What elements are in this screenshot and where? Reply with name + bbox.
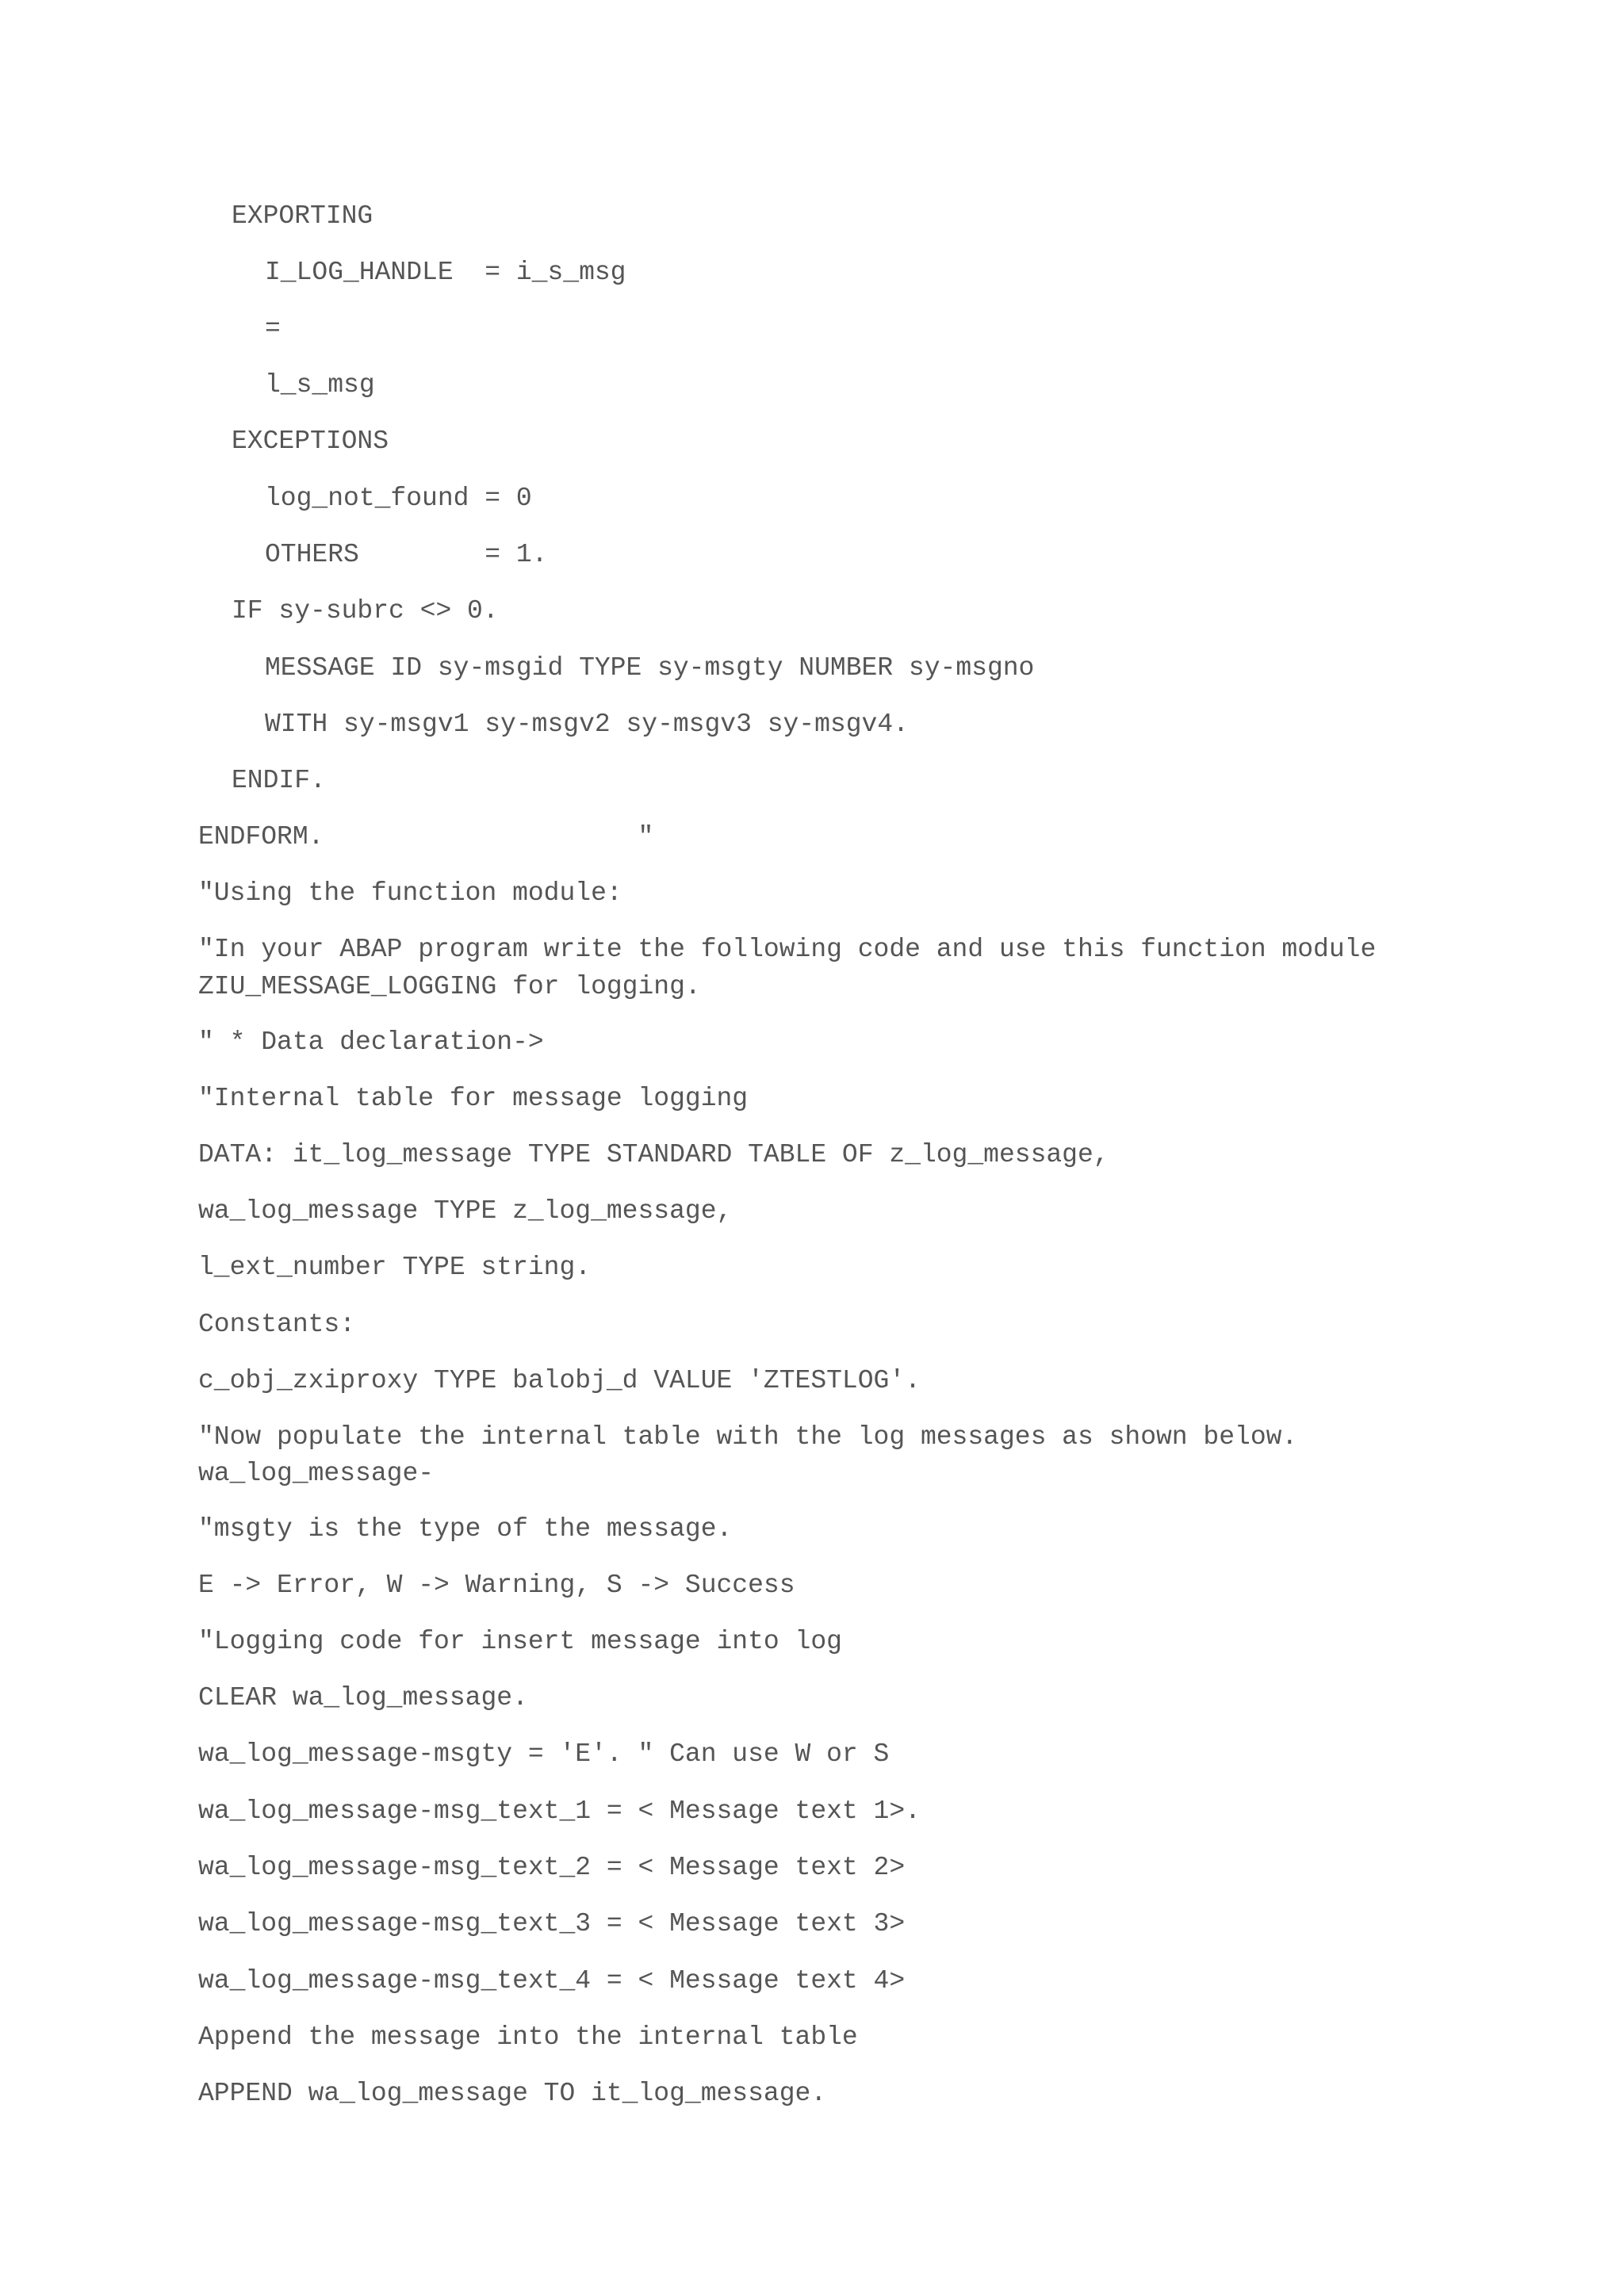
code-line-wa-log-dash: wa_log_message- [198, 1459, 435, 1488]
code-line-equals: = [265, 314, 281, 343]
code-line-log-handle: I_LOG_HANDLE = i_s_msg [265, 258, 626, 287]
code-line-data-it-log: DATA: it_log_message TYPE STANDARD TABLE OF z_log_message, [198, 1140, 1109, 1169]
code-line-l-s-msg: l_s_msg [265, 370, 375, 400]
code-line-in-your-program: "In your ABAP program write the following code and use this function module [198, 935, 1377, 964]
code-line-data-declaration: " * Data declaration-> [198, 1027, 544, 1057]
code-line-ziu-message: ZIU_MESSAGE_LOGGING for logging. [198, 972, 701, 1001]
code-line-append: APPEND wa_log_message TO it_log_message. [198, 2079, 827, 2108]
code-line-message-id: MESSAGE ID sy-msgid TYPE sy-msgty NUMBER sy-msgno [265, 653, 1035, 683]
code-line-constants: Constants: [198, 1310, 356, 1339]
code-line-msg-text-4: wa_log_message-msg_text_4 = < Message text 4> [198, 1966, 906, 1996]
code-line-exceptions: EXCEPTIONS [232, 427, 389, 456]
code-line-now-populate: "Now populate the internal table with the log messages as shown below. [198, 1422, 1298, 1452]
code-line-error-warning: E -> Error, W -> Warning, S -> Success [198, 1571, 795, 1600]
code-line-msg-text-3: wa_log_message-msg_text_3 = < Message text 3> [198, 1909, 906, 1938]
code-line-wa-log: wa_log_message TYPE z_log_message, [198, 1196, 733, 1226]
code-line-clear: CLEAR wa_log_message. [198, 1683, 528, 1712]
code-line-with-msgv: WITH sy-msgv1 sy-msgv2 sy-msgv3 sy-msgv4. [265, 710, 909, 739]
code-line-using-fm: "Using the function module: [198, 878, 622, 908]
code-line-endform: ENDFORM. " [198, 822, 654, 851]
code-line-internal-table: "Internal table for message logging [198, 1084, 749, 1113]
code-line-logging-code: "Logging code for insert message into log [198, 1627, 842, 1656]
code-line-msg-text-2: wa_log_message-msg_text_2 = < Message text 2> [198, 1853, 906, 1882]
code-line-log-not-found: log_not_found = 0 [265, 484, 532, 513]
code-line-msg-text-1: wa_log_message-msg_text_1 = < Message text 1>. [198, 1797, 921, 1826]
code-line-others: OTHERS = 1. [265, 540, 548, 569]
code-line-endif: ENDIF. [232, 766, 326, 795]
code-line-msgty-type: "msgty is the type of the message. [198, 1514, 733, 1544]
code-line-if-subrc: IF sy-subrc <> 0. [232, 596, 499, 626]
code-line-ext-number: l_ext_number TYPE string. [198, 1253, 592, 1282]
code-line-exporting: EXPORTING [232, 201, 373, 231]
code-line-msgty-assign: wa_log_message-msgty = 'E'. " Can use W or S [198, 1739, 890, 1769]
code-line-c-obj: c_obj_zxiproxy TYPE balobj_d VALUE 'ZTESTLOG'. [198, 1366, 921, 1395]
code-line-append-comment: Append the message into the internal table [198, 2022, 858, 2052]
